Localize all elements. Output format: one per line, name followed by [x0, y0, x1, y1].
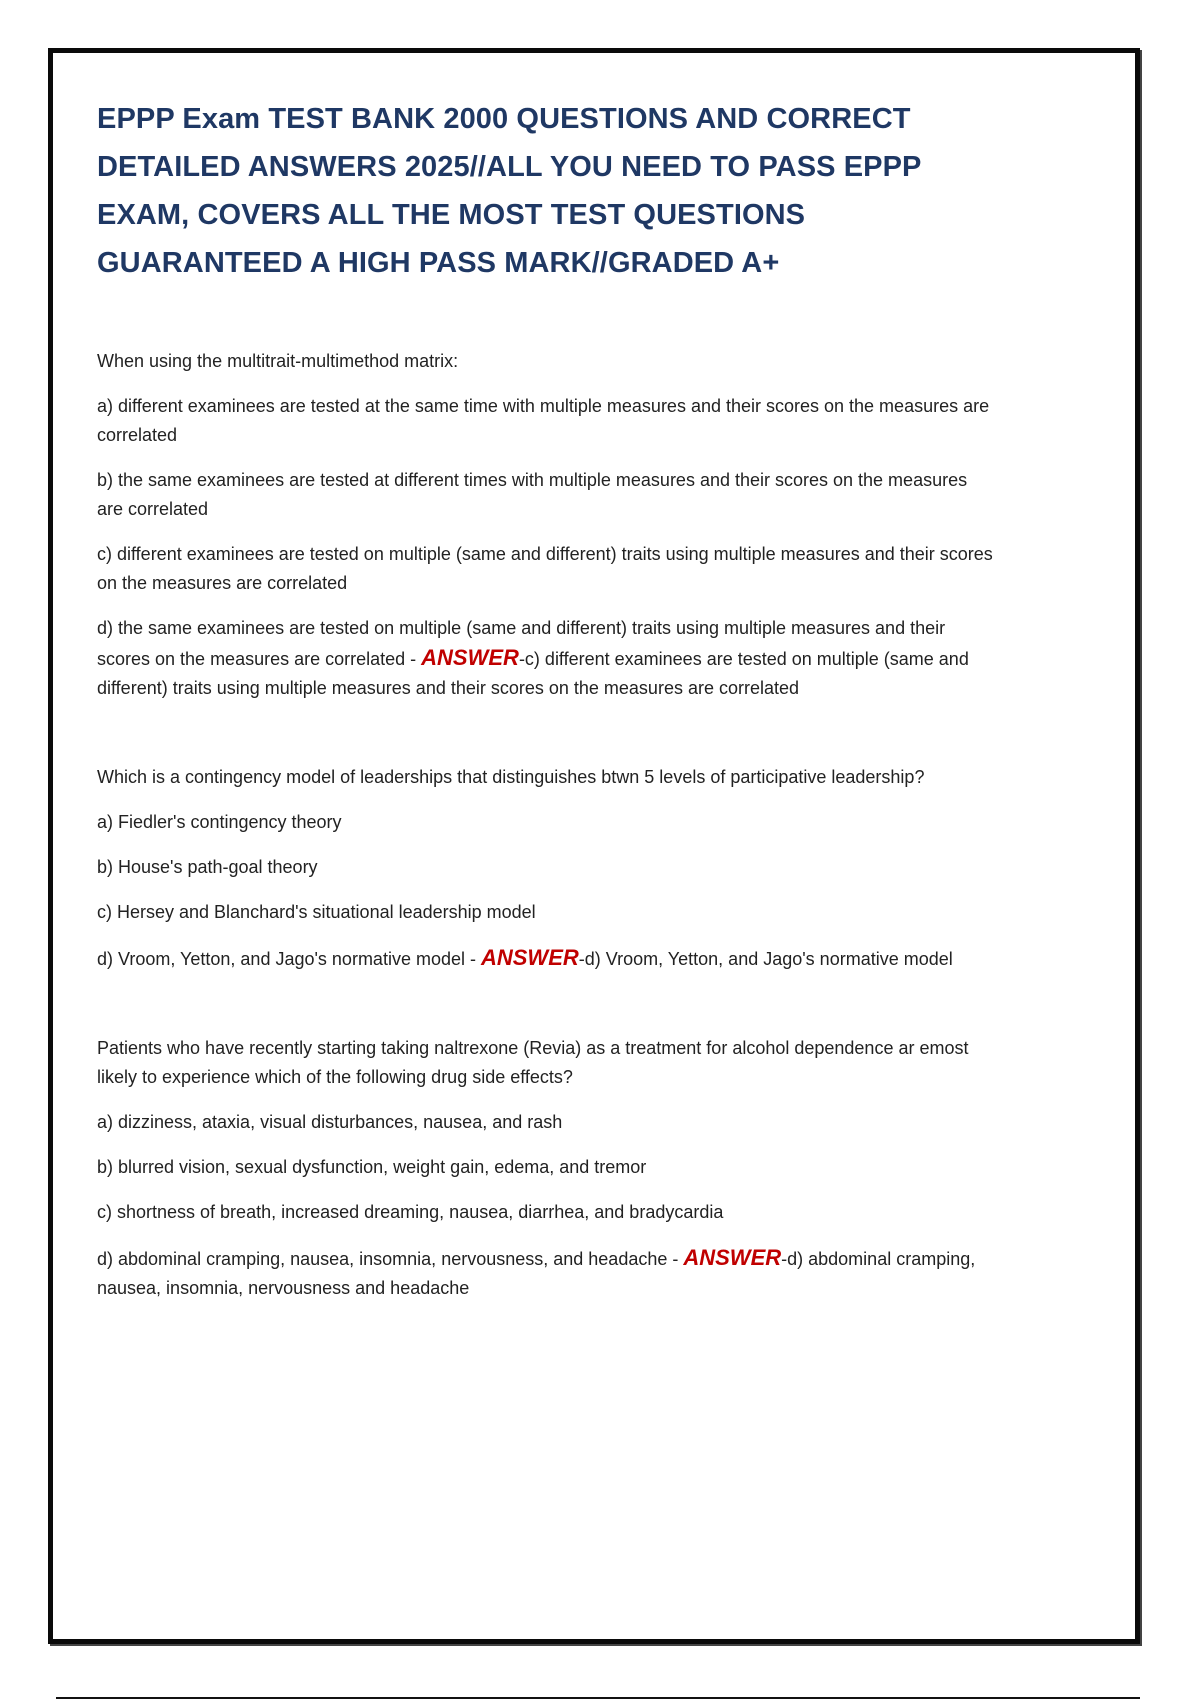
question-1-option-d: d) the same examinees are tested on multiple (same and different) traits using multiple measures and their scores on the measures are correlated — [97, 618, 946, 669]
question-3 — [97, 1034, 997, 1303]
question-2-option-d-with-answer — [97, 943, 997, 974]
next-page-edge — [56, 1697, 1140, 1699]
question-2-text: Which is a contingency model of leaderships that distinguishes btwn 5 levels of participative leadership? — [97, 767, 925, 787]
question-1 — [97, 347, 997, 703]
question-3-option-d-with-answer — [97, 1243, 997, 1303]
question-1-answer: -c) different examinees are tested on multiple (same and different) traits using multiple measures and their scores on the measures are correlated — [97, 649, 969, 698]
question-2-option-c: c) Hersey and Blanchard's situational leadership model — [97, 902, 536, 922]
answer-separator: - — [464, 949, 481, 969]
question-1-text: When using the multitrait-multimethod matrix: — [97, 351, 459, 371]
question-1-option-b: b) the same examinees are tested at different times with multiple measures and their scores on the measures are correlated — [97, 470, 968, 519]
question-1-option-c: c) different examinees are tested on multiple (same and different) traits using multiple measures and their scores on the measures are correlated — [97, 544, 993, 593]
answer-label: ANSWER — [683, 1245, 782, 1270]
question-3-answer: -d) abdominal cramping, nausea, insomnia, nervousness and headache — [97, 1249, 976, 1298]
question-3-text: Patients who have recently starting taking naltrexone (Revia) as a treatment for alcohol dependence ar emost likely to experience which of the following drug side effects? — [97, 1038, 969, 1087]
question-2 — [97, 763, 997, 974]
question-1-option-d-with-answer — [97, 614, 997, 703]
answer-separator: - — [405, 649, 422, 669]
document-title: EPPP Exam TEST BANK 2000 QUESTIONS AND CORRECT DETAILED ANSWERS 2025//ALL YOU NEED TO PASS EPPP EXAM, COVERS ALL THE MOST TEST QUESTIONS GUARANTEED A HIGH PASS MARK//GRADED A+ — [97, 103, 921, 279]
question-2-option-a: a) Fiedler's contingency theory — [97, 812, 342, 832]
answer-label: ANSWER — [421, 645, 519, 670]
question-3-option-c: c) shortness of breath, increased dreaming, nausea, diarrhea, and bradycardia — [97, 1202, 724, 1222]
question-1-option-a: a) different examinees are tested at the same time with multiple measures and their scores on the measures are correlated — [97, 396, 990, 445]
question-2-option-d: d) Vroom, Yetton, and Jago's normative model — [97, 949, 465, 969]
question-2-answer: -d) Vroom, Yetton, and Jago's normative model — [578, 949, 953, 969]
document-body — [97, 95, 997, 1303]
answer-separator: - — [667, 1249, 684, 1269]
question-2-option-b: b) House's path-goal theory — [97, 857, 318, 877]
question-3-option-d: d) abdominal cramping, nausea, insomnia, nervousness, and headache — [97, 1249, 668, 1269]
answer-label: ANSWER — [480, 945, 579, 970]
question-3-option-b: b) blurred vision, sexual dysfunction, weight gain, edema, and tremor — [97, 1157, 647, 1177]
question-3-option-a: a) dizziness, ataxia, visual disturbances, nausea, and rash — [97, 1112, 563, 1132]
